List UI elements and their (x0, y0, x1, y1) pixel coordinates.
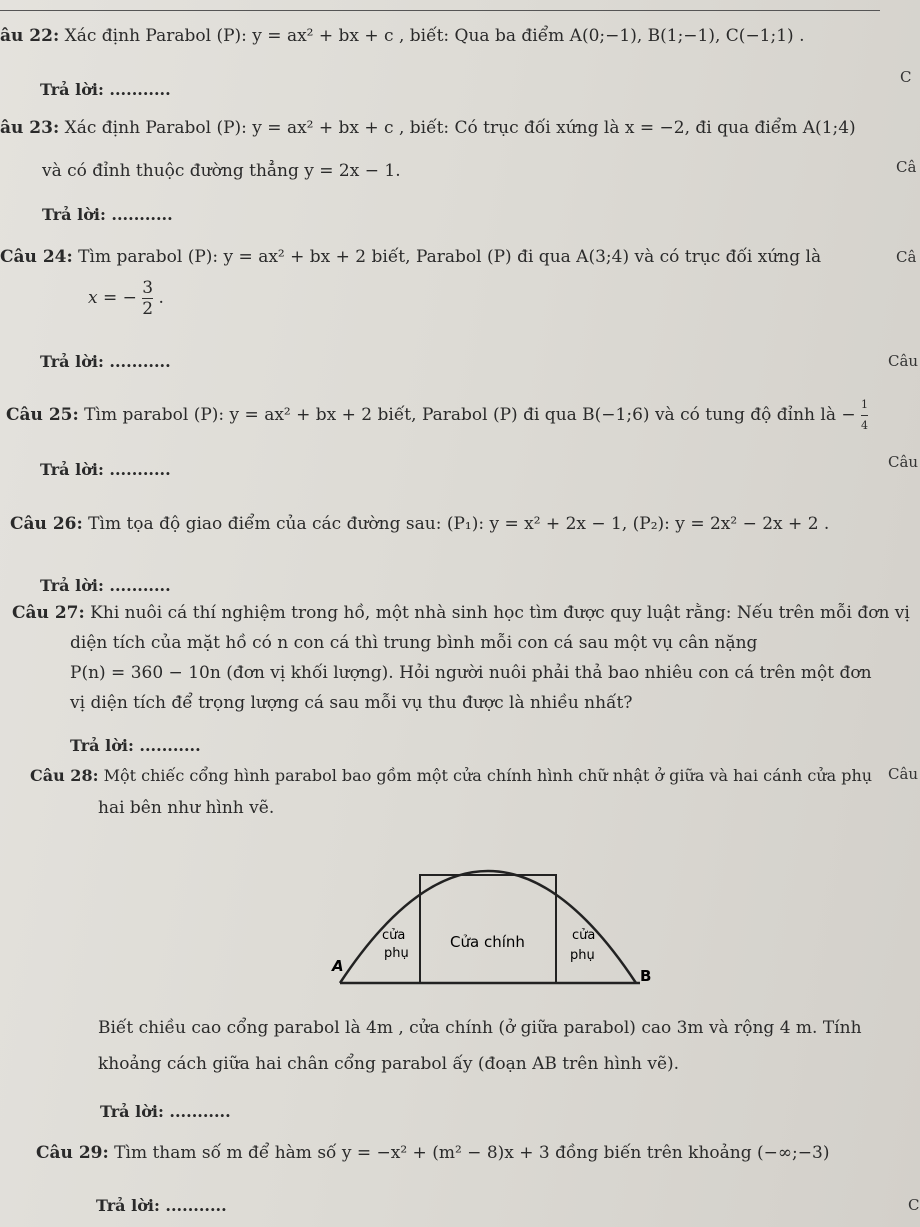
edge-note: Câu (888, 352, 919, 370)
answer-27: Trả lời: ........... (70, 736, 201, 755)
gate-figure (320, 835, 680, 1000)
question-text: Khi nuôi cá thí nghiệm trong hồ, một nhà sinh học tìm được quy luật rằng: Nếu trên mỗi đơn vị (90, 603, 910, 623)
left-door-label-2: phụ (384, 946, 409, 961)
question-24 (0, 246, 821, 268)
point-a-label: A (332, 957, 344, 975)
question-text: Một chiếc cổng hình parabol bao gồm một cửa chính hình chữ nhật ở giữa và hai cánh cửa phụ (103, 766, 873, 785)
fraction: $\frac{3}{2}$ (142, 278, 154, 319)
point-b-label: B (640, 967, 652, 985)
question-22 (0, 25, 804, 47)
question-27-line4: vị diện tích để trọng lượng cá sau mỗi vụ thu được là nhiều nhất? (70, 693, 633, 713)
answer-24: Trả lời: ........... (40, 352, 171, 371)
question-text: Tìm parabol (P): y = ax² + bx + 2 biết, Parabol (P) đi qua B(−1;6) và có tung độ đỉnh là − (84, 405, 856, 425)
question-27 (12, 602, 910, 624)
question-28-line4: khoảng cách giữa hai chân cổng parabol ấy (đoạn AB trên hình vẽ). (98, 1054, 680, 1074)
question-27-line3: P(n) = 360 − 10n (đơn vị khối lượng). Hỏi người nuôi phải thả bao nhiêu con cá trên một đơn (70, 663, 872, 683)
question-29 (36, 1142, 829, 1164)
edge-note: Câu (888, 765, 919, 783)
main-door-rect (420, 875, 556, 983)
question-label: Câu 27: (12, 603, 85, 623)
parabola-arch (340, 871, 636, 983)
question-28 (30, 765, 872, 787)
question-label: Câu 28: (30, 766, 99, 785)
question-text: Xác định Parabol (P): y = ax² + bx + c , biết: Có trục đối xứng là x = −2, đi qua điểm A(1;4) (64, 118, 856, 138)
question-label: Câu 26: (10, 514, 83, 534)
question-label: Câu 29: (36, 1143, 109, 1163)
question-label: Câu 24: (0, 247, 73, 267)
question-28-line3: Biết chiều cao cổng parabol là 4m , cửa chính (ở giữa parabol) cao 3m và rộng 4 m. Tính (98, 1018, 862, 1038)
left-door-label-1: cửa (382, 928, 406, 943)
question-text: Tìm tham số m để hàm số y = −x² + (m² − 8)x + 3 đồng biến trên khoảng (−∞;−3) (114, 1143, 830, 1163)
right-door-label-2: phụ (570, 948, 595, 963)
question-26 (10, 513, 829, 535)
question-23 (0, 117, 856, 139)
question-text: Xác định Parabol (P): y = ax² + bx + c , biết: Qua ba điểm A(0;−1), B(1;−1), C(−1;1) . (64, 26, 805, 46)
question-text: Tìm tọa độ giao điểm của các đường sau: (P₁): y = x² + 2x − 1, (P₂): y = 2x² − 2x + 2 . (88, 514, 830, 534)
fraction: $\frac{1}{4}$ (861, 395, 868, 436)
question-label: Câu 25: (6, 405, 79, 425)
question-label: âu 23: (0, 118, 60, 138)
answer-26: Trả lời: ........... (40, 576, 171, 595)
edge-note: C (900, 68, 912, 86)
question-28-line2: hai bên như hình vẽ. (98, 798, 275, 818)
answer-23: Trả lời: ........... (42, 205, 173, 224)
answer-28: Trả lời: ........... (100, 1102, 231, 1121)
answer-25: Trả lời: ........... (40, 460, 171, 479)
question-24-line2: x = − $\frac{3}{2}$ . (88, 278, 164, 319)
answer-29: Trả lời: ........... (96, 1196, 227, 1215)
answer-22: Trả lời: ........... (40, 80, 171, 99)
question-label: âu 22: (0, 26, 60, 46)
top-rule (0, 10, 880, 11)
question-25 (6, 395, 868, 436)
edge-note: Câ (896, 248, 917, 266)
question-23-line2: và có đỉnh thuộc đường thẳng y = 2x − 1. (42, 161, 401, 181)
main-door-label: Cửa chính (450, 933, 525, 951)
right-door-label-1: cửa (572, 928, 596, 943)
question-27-line2: diện tích của mặt hồ có n con cá thì trung bình mỗi con cá sau một vụ cân nặng (70, 633, 758, 653)
edge-note: Câ (896, 158, 917, 176)
edge-note: C (908, 1196, 920, 1214)
edge-note: Câu (888, 453, 919, 471)
question-text: Tìm parabol (P): y = ax² + bx + 2 biết, Parabol (P) đi qua A(3;4) và có trục đối xứng là (78, 247, 822, 267)
